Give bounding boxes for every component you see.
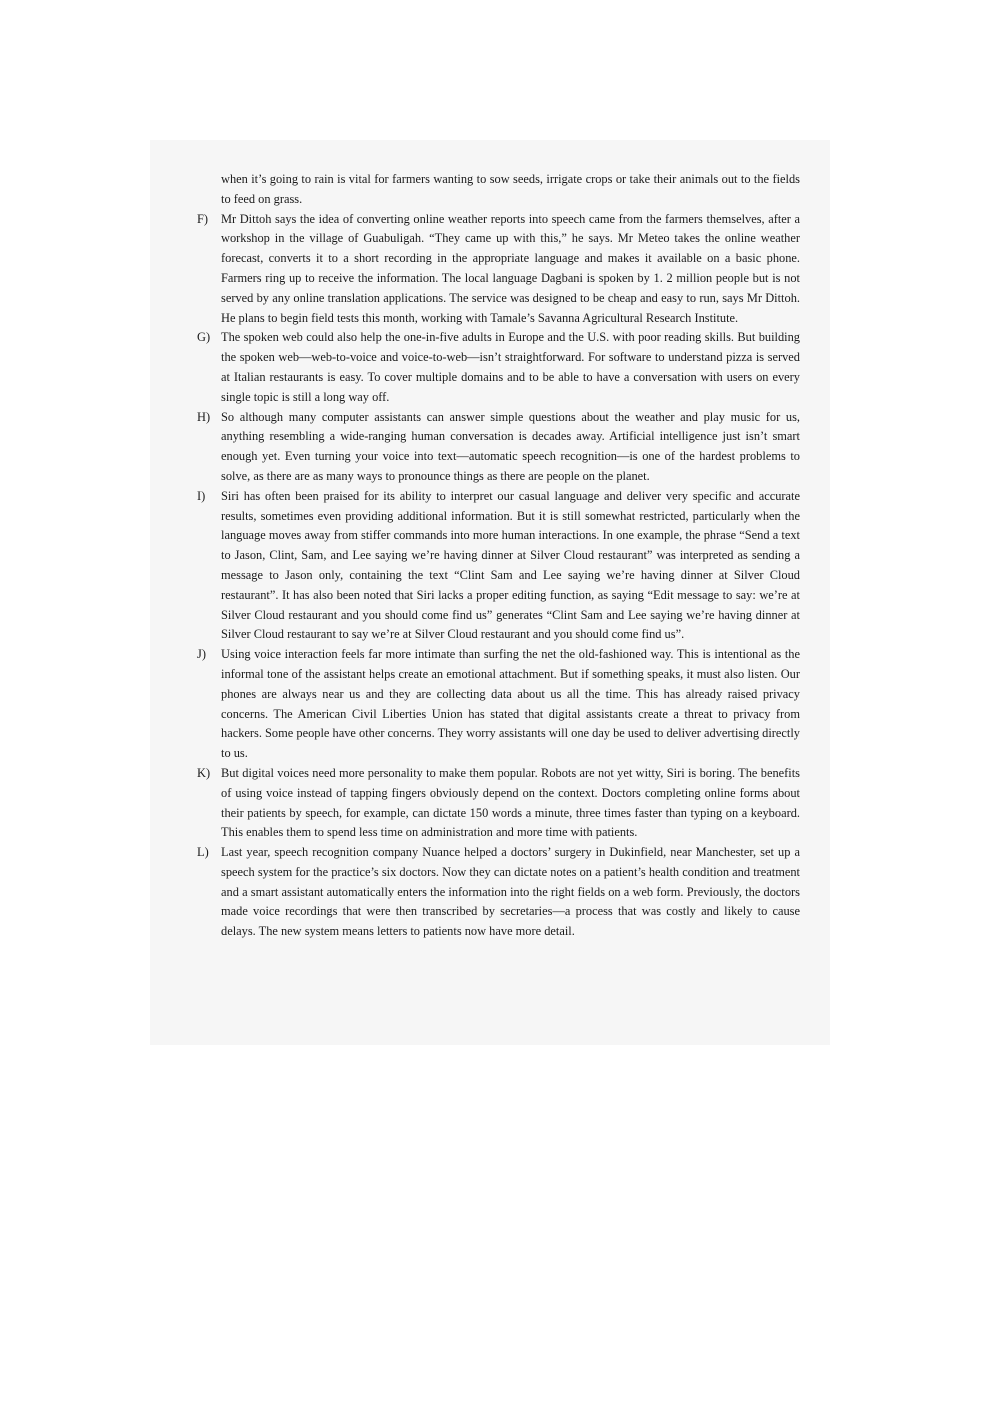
paragraph-h <box>197 408 800 487</box>
paragraph-f <box>197 210 800 329</box>
paragraph-label: H) <box>197 409 211 424</box>
paragraph-text: Siri has often been praised for its ability to interpret our casual language and deliver very specific and accurate results, sometimes even providing additional information. But it is still somewhat restricted, particularly when the language moves away from stiffer commands into more human interactions. In one example, the phrase “Send a text to Jason, Clint, Sam, and Lee saying we’re having dinner at Silver Cloud restaurant” was interpreted as sending a message to Jason only, containing the text “Clint Sam and Lee saying we’re having dinner at Silver Cloud restaurant”. It has also been noted that Siri lacks a proper editing function, as saying “Edit message to say: we’re at Silver Cloud restaurant and you should come find us” generates “Clint Sam and Lee saying we’re having dinner at Silver Cloud restaurant to say we’re at Silver Cloud restaurant and you should come find us”. <box>221 488 800 642</box>
paragraph-label: L) <box>197 845 209 860</box>
paragraph-text: when it’s going to rain is vital for farmers wanting to sow seeds, irrigate crops or take their animals out to the fields to feed on grass. <box>221 172 800 206</box>
paragraph-k <box>197 764 800 843</box>
paragraph-j <box>197 645 800 764</box>
paragraph-label: K) <box>197 765 211 780</box>
paragraph-text: So although many computer assistants can answer simple questions about the weather and play music for us, anything resembling a wide-ranging human conversation is decades away. Artificial intelligence just isn’t smart enough yet. Even turning your voice into text—automatic speech recognition—is one of the hardest problems to solve, as there are as many ways to pronounce things as there are people on the planet. <box>221 409 800 483</box>
paragraph-text: Mr Dittoh says the idea of converting online weather reports into speech came from the farmers themselves, after a workshop in the village of Guabuligah. “They came up with this,” he says. Mr Meteo takes the online weather forecast, converts it to a short recording in the appropriate language and makes it available on a basic phone. Farmers ring up to receive the information. The local language Dagbani is spoken by 1. 2 million people but is not served by any online translation applications. The service was designed to be cheap and easy to run, says Mr Dittoh. He plans to begin field tests this month, working with Tamale’s Savanna Agricultural Research Institute. <box>221 211 800 325</box>
paragraph-label: I) <box>197 488 206 503</box>
paragraph-continuation <box>197 170 800 210</box>
paragraph-text: But digital voices need more personality to make them popular. Robots are not yet witty, Siri is boring. The benefits of using voice instead of tapping fingers obviously depend on the context. Doctors completing online forms about their patients by speech, for example, can dictate 150 words a minute, three times faster than typing on a keyboard. This enables them to spend less time on administration and more time with patients. <box>221 765 800 840</box>
reading-passage <box>197 170 800 942</box>
paragraph-i <box>197 487 800 645</box>
paragraph-g <box>197 328 800 407</box>
paragraph-label: G) <box>197 330 211 345</box>
paragraph-text: Using voice interaction feels far more intimate than surfing the net the old-fashioned way. This is intentional as the informal tone of the assistant helps create an emotional attachment. But if something speaks, it must also listen. Our phones are always near us and they are collecting data about us all the time. This has already raised privacy concerns. The American Civil Liberties Union has stated that digital assistants create a threat to privacy from hackers. Some people have other concerns. They worry assistants will one day be used to deliver advertising directly to us. <box>221 647 800 761</box>
paragraph-text: The spoken web could also help the one-in-five adults in Europe and the U.S. with poor reading skills. But building the spoken web—web-to-voice and voice-to-web—isn’t straightforward. For software to understand pizza is served at Italian restaurants is easy. To cover multiple domains and to be able to have a conversation with users on every single topic is still a long way off. <box>221 330 800 404</box>
paragraph-text: Last year, speech recognition company Nuance helped a doctors’ surgery in Dukinfield, near Manchester, set up a speech system for the practice’s six doctors. Now they can dictate notes on a patient’s health condition and treatment and a smart assistant automatically enters the information into the right fields on a web form. Previously, the doctors made voice recordings that were then transcribed by secretaries—a process that was costly and likely to cause delays. The new system means letters to patients now have more detail. <box>221 845 800 939</box>
paragraph-label: F) <box>197 211 209 226</box>
paragraph-label: J) <box>197 647 206 662</box>
paragraph-l <box>197 843 800 942</box>
